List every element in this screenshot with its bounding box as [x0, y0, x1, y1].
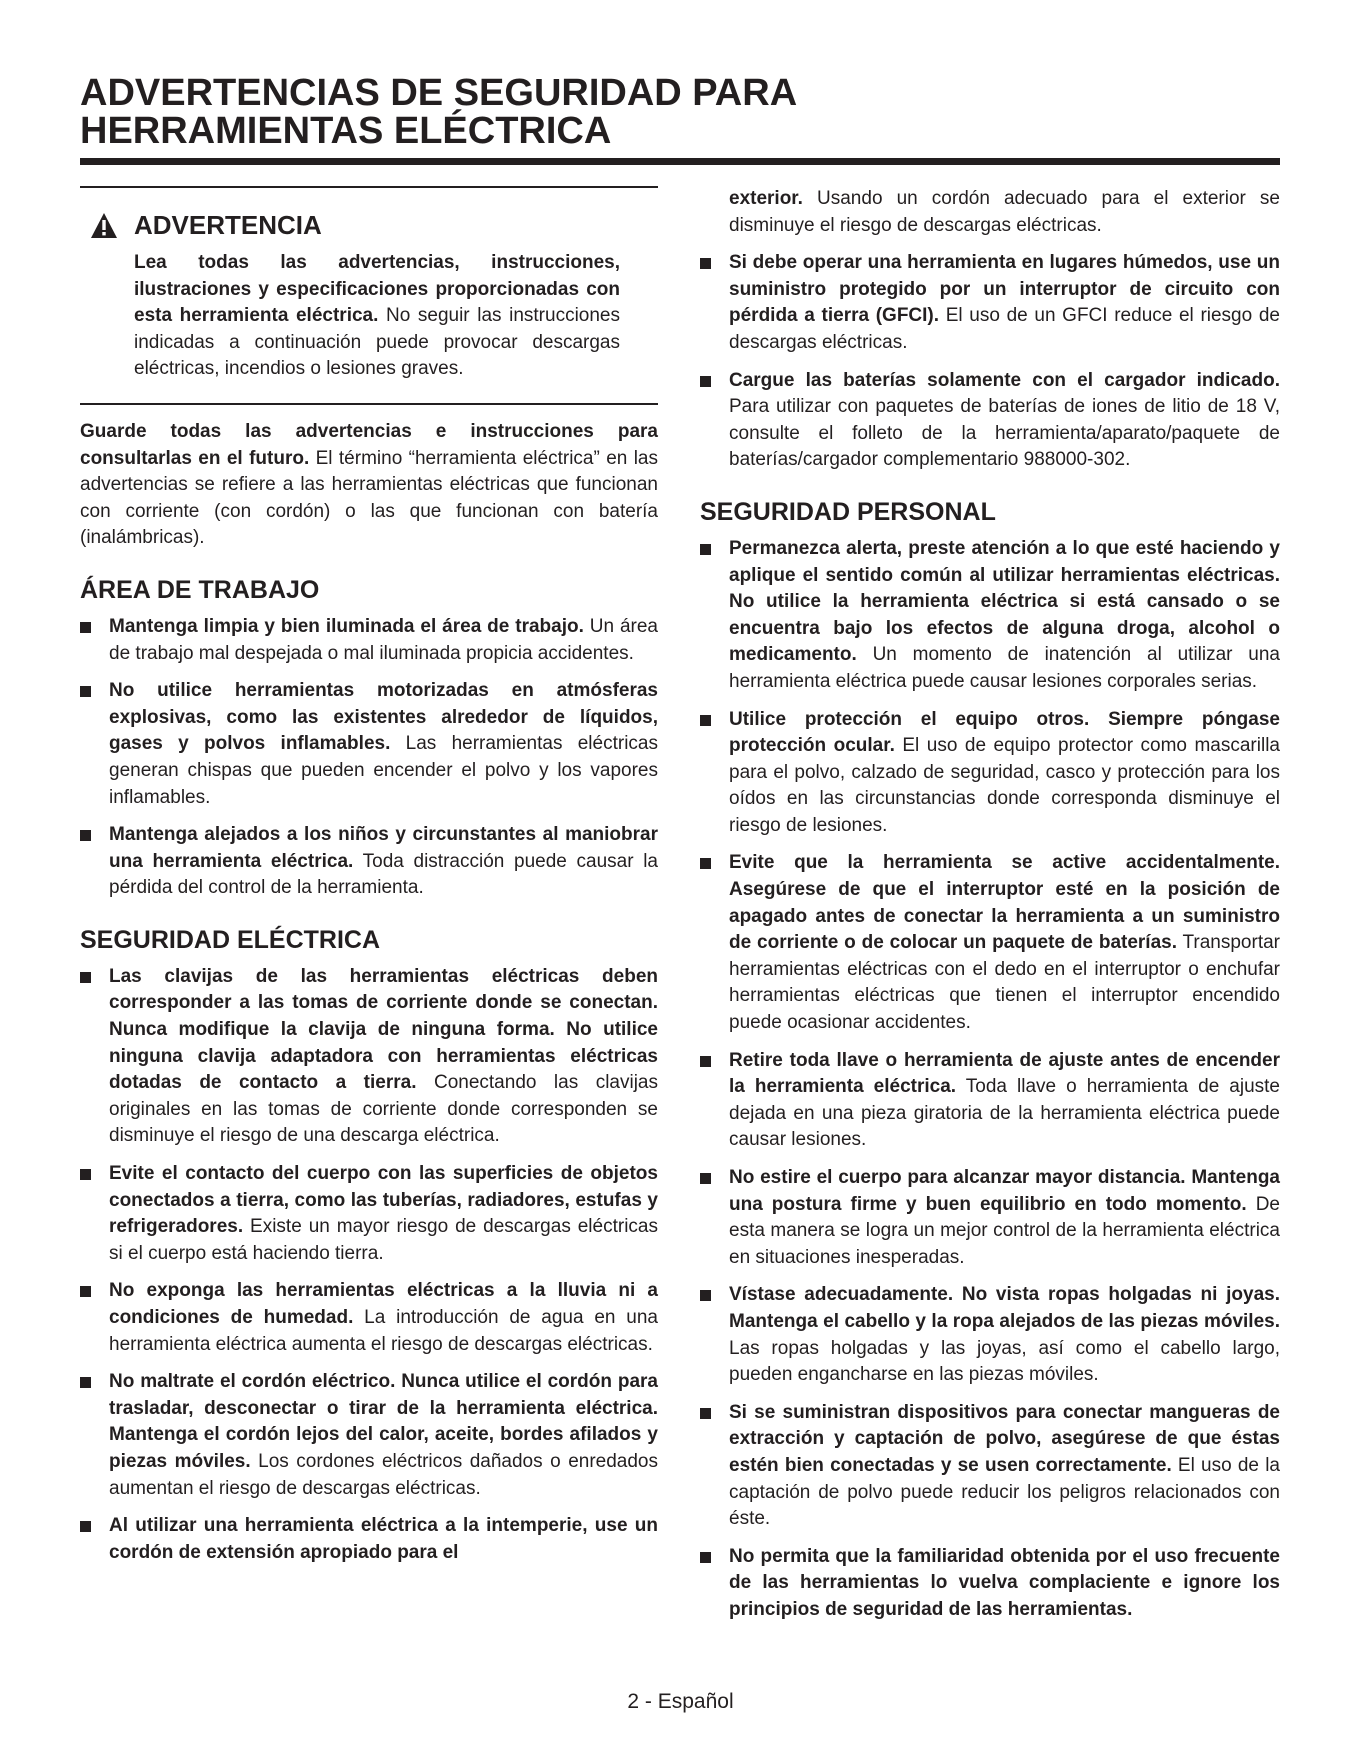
item-text: De esta manera se logra un mejor control de la herramienta eléctrica en situaciones inesperadas.: [729, 1193, 1280, 1268]
bullet-square-icon: [80, 1521, 91, 1532]
page-title: [80, 74, 1280, 150]
item-text: Toda llave o herramienta de ajuste dejada en una pieza giratoria de la herramienta eléctrica puede causar lesiones.: [729, 1076, 1280, 1151]
section-title-work-area: ÁREA DE TRABAJO: [80, 575, 320, 604]
list-item: [80, 1278, 658, 1358]
list-item: [700, 368, 1280, 474]
list-item: [700, 850, 1280, 1036]
bullet-square-icon: [700, 1552, 711, 1563]
item-bold-text: Mantenga alejados a los niños y circunstantes al maniobrar una herramienta eléctrica.: [109, 824, 658, 872]
page-footer: 2 - Español: [627, 1690, 734, 1713]
intro-paragraph: [80, 419, 658, 552]
bullet-square-icon: [700, 544, 711, 555]
list-item: [80, 822, 658, 902]
item-bold-text: Si se suministran dispositivos para conectar mangueras de extracción y captación de polvo, asegúrese de que éstas estén bien conectadas y se usen correctamente.: [729, 1401, 1280, 1476]
list-item: [80, 1369, 658, 1502]
list-item: [700, 1400, 1280, 1533]
right-column: [700, 186, 1280, 1635]
item-bold-text: Retire toda llave o herramienta de ajuste antes de encender la herramienta eléctrica.: [729, 1049, 1280, 1098]
warning-bold-text: Lea todas las advertencias, instrucciones, ilustraciones y especificaciones proporcionadas con esta herramienta eléctrica.: [134, 252, 620, 327]
bullet-square-icon: [700, 1056, 711, 1067]
list-item: [80, 614, 658, 667]
list-item: [80, 1161, 658, 1267]
item-text: Las herramientas eléctricas generan chispas que pueden encender el polvo y los vapores inflamables.: [109, 733, 658, 808]
bullet-square-icon: [80, 686, 91, 697]
bullet-square-icon: [700, 858, 711, 869]
list-item: [700, 1165, 1280, 1271]
bullet-square-icon: [700, 258, 711, 269]
warning-text: No seguir las instrucciones indicadas a continuación puede provocar descargas eléctricas, incendios o lesiones graves.: [134, 305, 620, 380]
list-item: [80, 964, 658, 1150]
warning-bottom-rule: [80, 403, 658, 405]
item-text: Los cordones eléctricos dañados o enredados aumentan el riesgo de descargas eléctricas.: [109, 1450, 659, 1499]
item-bold-text: Al utilizar una herramienta eléctrica a la intemperie, use un cordón de extensión apropiado para el: [109, 1515, 658, 1563]
item-text: Usando un cordón adecuado para el exterior se disminuye el riesgo de descargas eléctricas.: [729, 188, 1280, 236]
bullet-square-icon: [700, 376, 711, 387]
item-bold-text: No exponga las herramientas eléctricas a la lluvia ni a condiciones de humedad.: [109, 1280, 658, 1328]
item-text: Las ropas holgadas y las joyas, así como el cabello largo, pueden engancharse en las piezas móviles.: [729, 1337, 1280, 1386]
item-text: Transportar herramientas eléctricas con el dedo en el interruptor o enchufar herramientas eléctricas que tienen el interruptor encendido puede ocasionar accidentes.: [729, 932, 1280, 1034]
bullet-square-icon: [700, 1173, 711, 1184]
item-bold-text: Utilice protección el equipo otros. Siempre póngase protección ocular.: [729, 708, 1280, 757]
item-text: La introducción de agua en una herramienta eléctrica aumenta el riesgo de descargas eléctricas.: [109, 1307, 658, 1355]
title-rule: [80, 158, 1280, 165]
item-text: Existe un mayor riesgo de descargas eléctricas si el cuerpo está haciendo tierra.: [109, 1216, 658, 1264]
item-bold-text: No maltrate el cordón eléctrico. Nunca utilice el cordón para trasladar, desconectar o tirar de la herramienta eléctrica. Mantenga el cordón lejos del calor, aceite, bordes afilados y piezas móviles.: [109, 1371, 658, 1472]
left-column: [80, 186, 658, 1577]
list-item: [700, 250, 1280, 356]
page-title-line-1: ADVERTENCIAS DE SEGURIDAD PARA: [80, 72, 798, 114]
item-bold-text: No utilice herramientas motorizadas en atmósferas explosivas, como las existentes alrededor de líquidos, gases y polvos inflamables.: [109, 680, 658, 755]
item-bold-text: Permanezca alerta, preste atención a lo que esté haciendo y aplique el sentido común al utilizar herramientas eléctricas. No utilice la herramienta eléctrica si está cansado o se encuentra bajo los efectos de alguna droga, alcohol o medicamento.: [729, 537, 1280, 666]
item-bold-text: No permita que la familiaridad obtenida por el uso frecuente de las herramientas lo vuelva complaciente e ignore los principios de seguridad de las herramientas.: [729, 1545, 1280, 1620]
item-bold-text: Vístase adecuadamente. No vista ropas holgadas ni joyas. Mantenga el cabello y la ropa alejados de las piezas móviles.: [729, 1284, 1280, 1332]
item-text: El uso de un GFCI reduce el riesgo de descargas eléctricas.: [729, 305, 1280, 353]
item-bold-text: Cargue las baterías solamente con el cargador indicado.: [729, 369, 1280, 391]
list-item: [700, 1048, 1280, 1154]
item-text: Un área de trabajo mal despejada o mal iluminada propicia accidentes.: [109, 615, 659, 664]
list-item-continued: [700, 186, 1280, 239]
item-text: Conectando las clavijas originales en las tomas de corriente donde corresponden se disminuye el riesgo de una descarga eléctrica.: [109, 1072, 658, 1147]
section-title-personal: SEGURIDAD PERSONAL: [700, 497, 996, 526]
bullet-square-icon: [700, 1290, 711, 1301]
bullet-square-icon: [80, 972, 91, 983]
list-item: [700, 536, 1280, 696]
item-bold-text: Evite que la herramienta se active accidentalmente. Asegúrese de que el interruptor esté en la posición de apagado antes de conectar la herramienta a un suministro de corriente o de colocar un paquete de baterías.: [729, 852, 1280, 954]
item-bold-text: Las clavijas de las herramientas eléctricas deben corresponder a las tomas de corriente donde se conectan. Nunca modifique la clavija de ninguna forma. No utilice ninguna clavija adaptadora con herramientas eléctricas dotadas de contacto a tierra.: [109, 965, 658, 1094]
bullet-square-icon: [80, 1286, 91, 1297]
list-item: [80, 1513, 658, 1566]
warning-triangle-icon: [90, 212, 118, 239]
item-bold-text: exterior.: [729, 188, 803, 209]
page-title-line-2: HERRAMIENTAS ELÉCTRICA: [80, 110, 612, 152]
list-item: [700, 707, 1280, 840]
intro-bold-text: Guarde todas las advertencias e instrucciones para consultarlas en el futuro.: [80, 420, 658, 469]
section-title-electrical: SEGURIDAD ELÉCTRICA: [80, 925, 381, 954]
item-text: Un momento de inatención al utilizar una herramienta eléctrica puede causar lesiones corporales serias.: [729, 644, 1280, 692]
item-bold-text: No estire el cuerpo para alcanzar mayor distancia. Mantenga una postura firme y buen equilibrio en todo momento.: [729, 1167, 1280, 1215]
list-item: [700, 1544, 1280, 1624]
warning-heading: ADVERTENCIA: [134, 210, 322, 240]
item-text: El uso de equipo protector como mascarilla para el polvo, calzado de seguridad, casco y protección para los oídos en las circunstancias donde corresponda disminuye el riesgo de lesiones.: [729, 735, 1280, 836]
list-item: [700, 1282, 1280, 1388]
list-item: [80, 678, 658, 811]
item-text: Toda distracción puede causar la pérdida del control de la herramienta.: [109, 850, 659, 899]
intro-text: El término “herramienta eléctrica” en las advertencias se refiere a las herramientas eléctricas que funcionan con corriente (con cordón) o las que funcionan con batería (inalámbricas).: [80, 447, 658, 549]
bullet-square-icon: [700, 1408, 711, 1419]
item-text: Para utilizar con paquetes de baterías de iones de litio de 18 V, consulte el folleto de la herramienta/aparato/paquete de baterías/cargador complementario 988000-302.: [729, 396, 1280, 471]
warning-top-rule: [80, 186, 658, 188]
item-bold-text: Evite el contacto del cuerpo con las superficies de objetos conectados a tierra, como las tuberías, radiadores, estufas y refrigeradores.: [109, 1163, 658, 1238]
warning-body: [134, 250, 620, 383]
warning-header: [90, 210, 658, 240]
bullet-square-icon: [80, 830, 91, 841]
item-bold-text: Mantenga limpia y bien iluminada el área de trabajo.: [109, 615, 584, 637]
item-text: El uso de la captación de polvo puede reducir los peligros relacionados con éste.: [729, 1454, 1280, 1530]
bullet-square-icon: [80, 1169, 91, 1180]
bullet-square-icon: [700, 715, 711, 726]
bullet-square-icon: [80, 1377, 91, 1388]
bullet-square-icon: [80, 622, 91, 633]
item-bold-text: Si debe operar una herramienta en lugares húmedos, use un suministro protegido por un interruptor de circuito con pérdida a tierra (GFCI).: [729, 252, 1280, 327]
